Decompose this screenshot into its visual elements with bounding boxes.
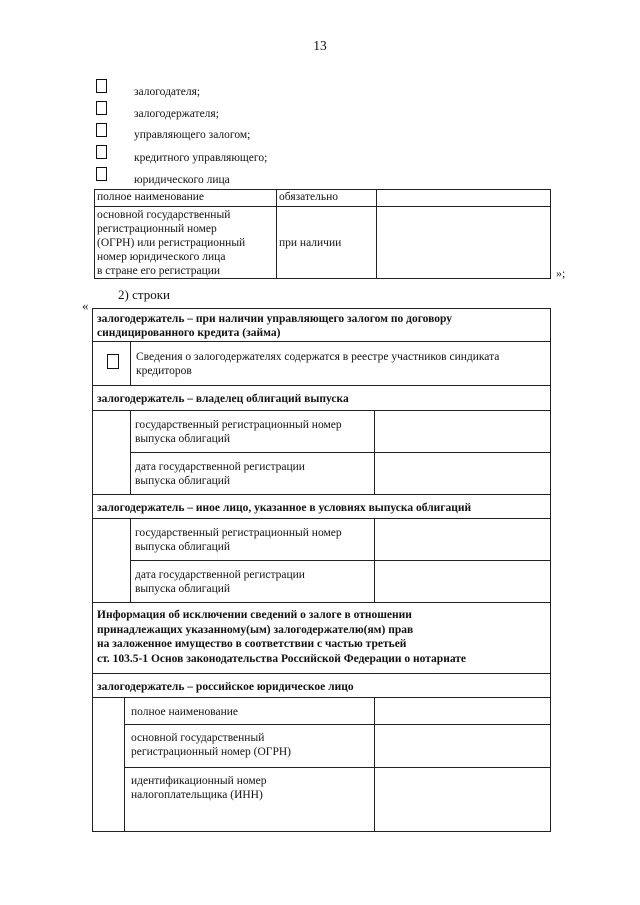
russian-entity-ogrn-value[interactable]	[375, 725, 550, 767]
other-person-reg-number-label: государственный регистрационный номер выпуска облигаций	[135, 527, 342, 554]
page-number: 13	[313, 38, 327, 53]
syndicate-register-checkbox[interactable]	[107, 354, 119, 369]
pledgee-checkbox[interactable]	[96, 101, 107, 115]
russian-entity-full-name-value[interactable]	[375, 698, 550, 724]
credit-manager-checkbox[interactable]	[96, 145, 107, 159]
bond-owner-heading: залогодержатель – владелец облигаций выпуска	[97, 393, 349, 405]
section-title: 2) строки	[118, 287, 170, 302]
open-quote: «	[82, 298, 89, 313]
bond-owner-reg-date-label: дата государственной регистрации выпуска облигаций	[135, 461, 305, 488]
pledgor-checkbox[interactable]	[96, 79, 107, 93]
other-person-reg-date-value[interactable]	[375, 561, 550, 601]
required-label: обязательно	[277, 190, 377, 207]
bond-owner-reg-number-value[interactable]	[375, 411, 550, 452]
other-person-reg-date-label: дата государственной регистрации выпуска облигаций	[135, 569, 305, 596]
full-name-value-cell[interactable]	[377, 190, 551, 207]
russian-entity-inn-label: идентификационный номер налогоплательщика (ИНН)	[131, 775, 267, 802]
russian-entity-full-name-label: полное наименование	[131, 706, 239, 718]
role-label-collateral-manager: управляющего залогом;	[134, 129, 251, 141]
collateral-manager-checkbox[interactable]	[96, 123, 107, 137]
role-label-pledgor: залогодателя;	[134, 86, 201, 98]
ogrn-label: основной государственный регистрационный номер (ОГРН) или регистрационный номер юридического лица в стране его регистрации	[95, 207, 277, 279]
syndicate-heading: залогодержатель – при наличии управляющего залогом по договору синдицированного кредита (займа)	[97, 313, 452, 340]
if-available-label: при наличии	[277, 207, 377, 279]
exclusion-info-heading: Информация об исключении сведений о залоге в отношении принадлежащих указанному(ым) залогодержателю(ям) прав на заложенное имущество в соответствии с частью третьей ст. 103.5-1 Основ законодательства Российской Федерации о нотариате	[97, 609, 467, 666]
role-label-legal-entity: юридического лица	[134, 174, 230, 186]
bond-owner-reg-number-label: государственный регистрационный номер выпуска облигаций	[135, 419, 342, 446]
other-person-reg-number-value[interactable]	[375, 519, 550, 560]
other-person-heading: залогодержатель – иное лицо, указанное в условиях выпуска облигаций	[97, 502, 472, 514]
russian-entity-heading: залогодержатель – российское юридическое лицо	[97, 681, 354, 693]
role-label-credit-manager: кредитного управляющего;	[134, 152, 268, 164]
legal-entity-checkbox[interactable]	[96, 167, 107, 181]
close-quote: »;	[556, 266, 566, 280]
full-name-label: полное наименование	[95, 190, 277, 207]
legal-entity-table	[94, 189, 551, 279]
russian-entity-ogrn-label: основной государственный регистрационный номер (ОГРН)	[131, 732, 291, 759]
bond-owner-reg-date-value[interactable]	[375, 453, 550, 493]
role-label-pledgee: залогодержателя;	[134, 108, 219, 120]
syndicate-register-text: Сведения о залогодержателях содержатся в реестре участников синдиката кредиторов	[136, 351, 500, 378]
russian-entity-inn-value[interactable]	[375, 768, 550, 830]
ogrn-value-cell[interactable]	[377, 207, 551, 279]
